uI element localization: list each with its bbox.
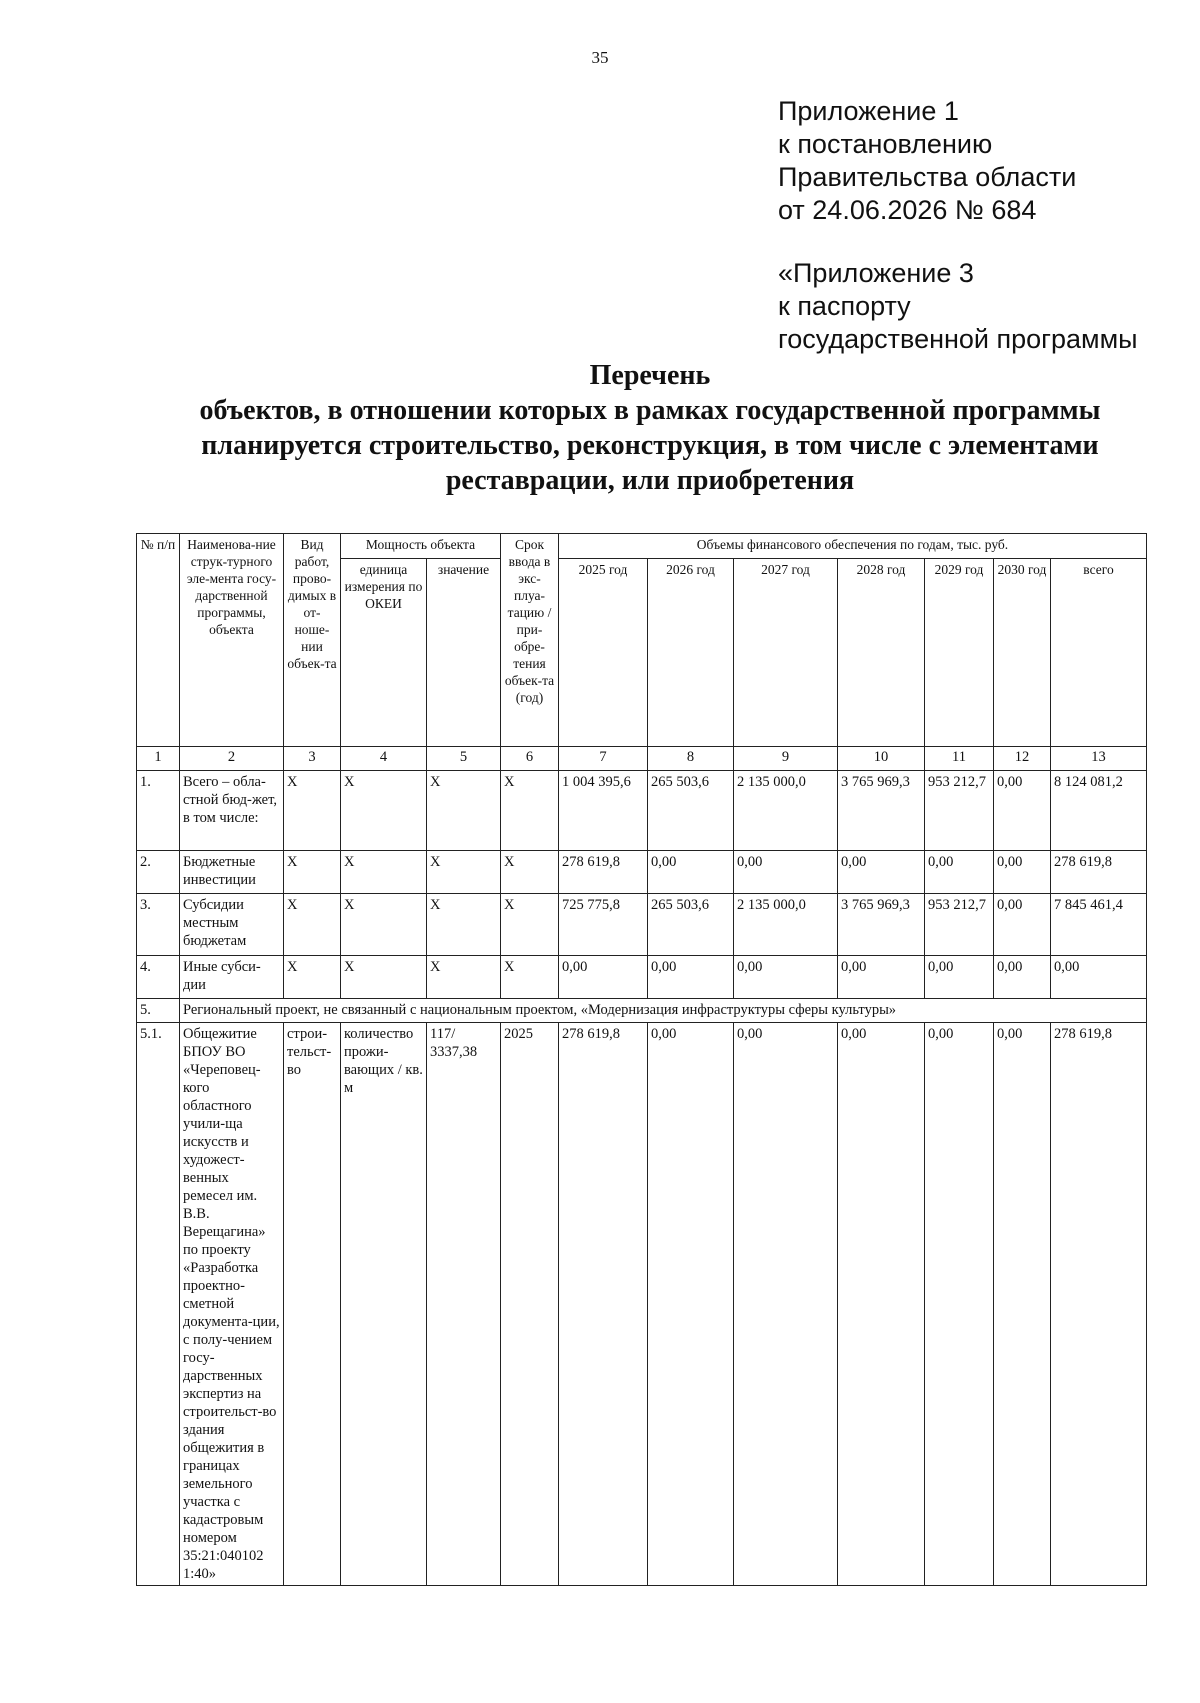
row-2026: 0,00 — [648, 851, 734, 894]
row-2025: 278 619,8 — [559, 851, 648, 894]
col-number: 3 — [284, 747, 341, 771]
row-work: строи-тельст-во — [284, 1023, 341, 1586]
col-number: 12 — [994, 747, 1051, 771]
row-2028: 0,00 — [838, 1023, 925, 1586]
row-2025: 725 775,8 — [559, 894, 648, 956]
row-value: X — [427, 956, 501, 999]
row-name: Общежитие БПОУ ВО «Череповец-кого областного учили-ща искусств и художест-венных ремесел им. В.В. Верещагина» по проекту «Разработка проектно-сметной документа-ции, с полу-чением госу-дарственных экспертиз на строительст-во здания общежития в границах земельного участка с кадастровым номером 35:21:040102 1:40» — [180, 1023, 284, 1586]
row-2026: 0,00 — [648, 956, 734, 999]
row-unit: X — [341, 894, 427, 956]
row-2026: 265 503,6 — [648, 894, 734, 956]
section-row — [137, 999, 1147, 1023]
row-2027: 2 135 000,0 — [734, 771, 838, 851]
col-number: 5 — [427, 747, 501, 771]
col-number: 7 — [559, 747, 648, 771]
col-number: 13 — [1051, 747, 1147, 771]
header-2030: 2030 год — [994, 558, 1051, 746]
row-work: X — [284, 851, 341, 894]
row-2025: 1 004 395,6 — [559, 771, 648, 851]
col-number: 1 — [137, 747, 180, 771]
row-total: 0,00 — [1051, 956, 1147, 999]
row-term: X — [501, 894, 559, 956]
row-work: X — [284, 771, 341, 851]
title-line: объектов, в отношении которых в рамках государственной программы — [199, 395, 1101, 426]
appendix-block — [778, 95, 1076, 227]
title-line: планируется строительство, реконструкция, в том числе с элементами — [201, 430, 1099, 461]
section-title: Региональный проект, не связанный с национальным проектом, «Модернизация инфраструктуры сферы культуры» — [180, 999, 1147, 1023]
row-2029: 0,00 — [925, 1023, 994, 1586]
row-value: 117/ 3337,38 — [427, 1023, 501, 1586]
header-2029: 2029 год — [925, 558, 994, 746]
header-name: Наименова-ние струк-турного эле-мента госу-дарственной программы, объекта — [180, 534, 284, 747]
row-2028: 3 765 969,3 — [838, 771, 925, 851]
table-row — [137, 894, 1147, 956]
row-2027: 0,00 — [734, 1023, 838, 1586]
col-number: 10 — [838, 747, 925, 771]
row-2026: 265 503,6 — [648, 771, 734, 851]
header-2026: 2026 год — [648, 558, 734, 746]
header-2028: 2028 год — [838, 558, 925, 746]
row-unit: X — [341, 956, 427, 999]
row-value: X — [427, 771, 501, 851]
row-2025: 278 619,8 — [559, 1023, 648, 1586]
appendix-line: к паспорту — [778, 291, 911, 321]
header-capacity: Мощность объекта — [341, 534, 501, 559]
row-unit: X — [341, 851, 427, 894]
appendix-line: государственной программы — [778, 324, 1138, 354]
row-num: 3. — [137, 894, 180, 956]
col-number: 2 — [180, 747, 284, 771]
col-number: 6 — [501, 747, 559, 771]
row-2029: 0,00 — [925, 956, 994, 999]
row-2028: 0,00 — [838, 851, 925, 894]
header-value: значение — [427, 558, 501, 746]
row-name: Всего – обла-стной бюд-жет, в том числе: — [180, 771, 284, 851]
row-total: 278 619,8 — [1051, 1023, 1147, 1586]
header-total: всего — [1051, 558, 1147, 746]
header-2027: 2027 год — [734, 558, 838, 746]
table-row — [137, 1023, 1147, 1586]
row-num: 5. — [137, 999, 180, 1023]
row-2030: 0,00 — [994, 956, 1051, 999]
document-title — [120, 358, 1180, 498]
row-work: X — [284, 894, 341, 956]
row-2027: 0,00 — [734, 851, 838, 894]
row-value: X — [427, 851, 501, 894]
appendix-line: «Приложение 3 — [778, 258, 974, 288]
header-2025: 2025 год — [559, 558, 648, 746]
row-term: X — [501, 851, 559, 894]
row-name: Субсидии местным бюджетам — [180, 894, 284, 956]
row-total: 278 619,8 — [1051, 851, 1147, 894]
header-num: № п/п — [137, 534, 180, 747]
row-num: 5.1. — [137, 1023, 180, 1586]
column-number-row — [137, 747, 1147, 771]
col-number: 11 — [925, 747, 994, 771]
appendix-block-2 — [778, 257, 1138, 356]
appendix-line: от 24.06.2026 № 684 — [778, 195, 1037, 225]
header-term: Срок ввода в экс-плуа-тацию / при-обре-тения объек-та (год) — [501, 534, 559, 747]
title-line: реставрации, или приобретения — [445, 465, 855, 496]
row-2029: 953 212,7 — [925, 894, 994, 956]
header-finance: Объемы финансового обеспечения по годам, тыс. руб. — [559, 534, 1147, 559]
row-name: Иные субси-дии — [180, 956, 284, 999]
table-row — [137, 956, 1147, 999]
row-work: X — [284, 956, 341, 999]
header-unit: единица измерения по ОКЕИ — [341, 558, 427, 746]
row-num: 4. — [137, 956, 180, 999]
row-unit: количество прожи-вающих / кв. м — [341, 1023, 427, 1586]
row-2029: 0,00 — [925, 851, 994, 894]
row-2028: 3 765 969,3 — [838, 894, 925, 956]
row-total: 7 845 461,4 — [1051, 894, 1147, 956]
col-number: 9 — [734, 747, 838, 771]
row-num: 1. — [137, 771, 180, 851]
col-number: 4 — [341, 747, 427, 771]
row-term: X — [501, 771, 559, 851]
page-number: 35 — [591, 48, 609, 67]
table-row — [137, 851, 1147, 894]
header-work-type: Вид работ, прово-димых в от-ноше-нии объек-та — [284, 534, 341, 747]
title-line: Перечень — [589, 360, 711, 391]
appendix-line: Правительства области — [778, 162, 1077, 192]
row-2027: 2 135 000,0 — [734, 894, 838, 956]
objects-table — [136, 533, 1147, 1586]
row-2025: 0,00 — [559, 956, 648, 999]
row-2030: 0,00 — [994, 894, 1051, 956]
row-2030: 0,00 — [994, 771, 1051, 851]
row-name: Бюджетные инвестиции — [180, 851, 284, 894]
row-term: X — [501, 956, 559, 999]
row-term: 2025 — [501, 1023, 559, 1586]
col-number: 8 — [648, 747, 734, 771]
appendix-line: к постановлению — [778, 129, 993, 159]
row-2030: 0,00 — [994, 1023, 1051, 1586]
row-2029: 953 212,7 — [925, 771, 994, 851]
row-2028: 0,00 — [838, 956, 925, 999]
row-value: X — [427, 894, 501, 956]
row-2027: 0,00 — [734, 956, 838, 999]
row-unit: X — [341, 771, 427, 851]
row-2026: 0,00 — [648, 1023, 734, 1586]
table-row — [137, 771, 1147, 851]
appendix-line: Приложение 1 — [778, 96, 959, 126]
row-total: 8 124 081,2 — [1051, 771, 1147, 851]
row-2030: 0,00 — [994, 851, 1051, 894]
header-row — [137, 534, 1147, 559]
row-num: 2. — [137, 851, 180, 894]
